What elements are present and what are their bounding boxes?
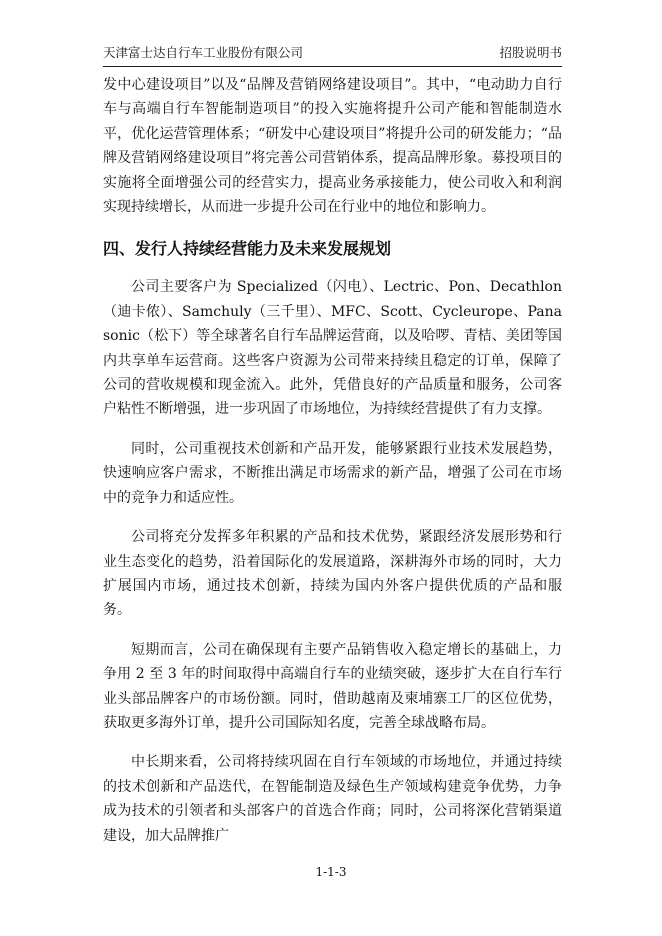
document-type: 招股说明书 bbox=[499, 45, 562, 60]
paragraph-innovation: 同时，公司重视技术创新和产品开发，能够紧跟行业技术发展趋势，快速响应客户需求，不断推出满足市场需求的新产品，增强了公司在市场中的竞争力和适应性。 bbox=[103, 440, 562, 506]
paragraph-short-term: 短期而言，公司在确保现有主要产品销售收入稳定增长的基础上，力争用 2 至 3 年的时间取得中高端自行车的业绩突破，逐步扩大在自行车行业头部品牌客户的市场份额。同时，借助越南及柬埔寨工厂的区位优势，获取更多海外订单，提升公司国际知名度，完善全球战略布局。 bbox=[103, 641, 562, 731]
continuation-paragraph: 发中心建设项目”以及“品牌及营销网络建设项目”。其中，“电动助力自行车与高端自行车智能制造项目”的投入实施将提升公司产能和智能制造水平，优化运营管理体系；“研发中心建设项目”将提升公司的研发能力；“品牌及营销网络建设项目”将完善公司营销体系，提高品牌形象。募投项目的实施将全面增强公司的经营实力，提高业务承接能力，使公司收入和利润实现持续增长，从而进一步提升公司在行业中的地位和影响力。 bbox=[103, 77, 562, 216]
paragraph-customers: 公司主要客户为 Specialized（闪电）、Lectric、Pon、Decathlon（迪卡侬）、Samchuly（三千里）、MFC、Scott、Cycleurope、Panasonic（松下）等全球著名自行车品牌运营商，以及哈啰、青桔、美团等国内共享单车运营商。这些客户资源为公司带来持续且稳定的订单，保障了公司的营收规模和现金流入。此外，凭借良好的产品质量和服务，公司客户粘性不断增强，进一步巩固了市场地位，为持续经营提供了有力支撑。 bbox=[103, 279, 562, 418]
paragraph-strategy: 公司将充分发挥多年积累的产品和技术优势，紧跟经济发展形势和行业生态变化的趋势，沿着国际化的发展道路，深耕海外市场的同时，大力扩展国内市场，通过技术创新，持续为国内外客户提供优质的产品和服务。 bbox=[103, 529, 562, 619]
page-number: 1-1-3 bbox=[315, 865, 347, 879]
page-header bbox=[103, 40, 562, 67]
section-heading: 四、发行人持续经营能力及未来发展规划 bbox=[103, 239, 392, 259]
paragraph-long-term: 中长期来看，公司将持续巩固在自行车领域的市场地位，并通过持续的技术创新和产品迭代，在智能制造及绿色生产领域构建竞争优势，力争成为技术的引领者和头部客户的首选合作商；同时，公司将深化营销渠道建设，加大品牌推广 bbox=[103, 754, 562, 844]
company-name: 天津富士达自行车工业股份有限公司 bbox=[103, 45, 304, 60]
page-body bbox=[103, 73, 562, 848]
